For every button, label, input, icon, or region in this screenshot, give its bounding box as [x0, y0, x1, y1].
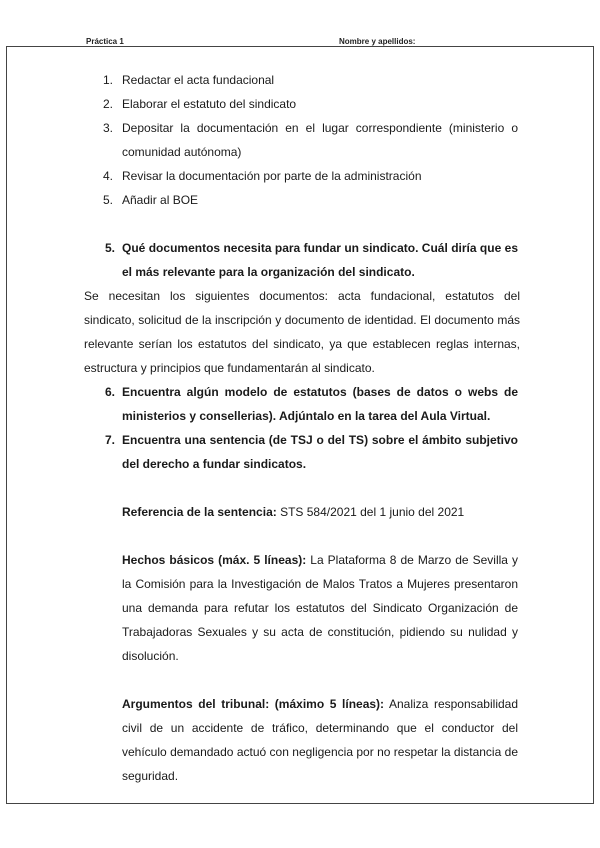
list-item	[86, 92, 518, 116]
list-item	[86, 68, 518, 92]
question-number: 7.	[105, 433, 116, 447]
list-item-text: Redactar el acta fundacional	[122, 73, 275, 87]
court-arguments-label: Argumentos del tribunal: (máximo 5 líneas):	[122, 697, 385, 711]
question-number: 5.	[105, 241, 116, 255]
question-number: 6.	[105, 385, 116, 399]
document-body	[86, 68, 518, 788]
question-text: Encuentra una sentencia (de TSJ o del TS) sobre el ámbito subjetivo del derecho a fundar sindicatos.	[122, 433, 518, 471]
list-item	[86, 116, 518, 164]
list-item-number: 2.	[103, 97, 114, 111]
question-6	[86, 380, 518, 428]
header-name-label: Nombre y apellidos:	[339, 37, 416, 46]
list-item-text: Depositar la documentación en el lugar correspondiente (ministerio o comunidad autónoma)	[122, 121, 518, 159]
sentence-reference	[86, 500, 518, 524]
page-border-left	[6, 46, 7, 803]
answer-5: Se necesitan los siguientes documentos: acta fundacional, estatutos del sindicato, solicitud de la inscripción y documento de identidad. El documento más relevante serían los estatutos del sindicato, ya que establecen reglas internas, estructura y principios que fundamentarán al sindicato.	[84, 289, 520, 375]
list-item-number: 5.	[103, 193, 114, 207]
list-item-text: Añadir al BOE	[122, 193, 199, 207]
list-item	[86, 188, 518, 212]
question-7	[86, 428, 518, 476]
list-item-number: 3.	[103, 121, 114, 135]
list-item-number: 1.	[103, 73, 114, 87]
question-text: Qué documentos necesita para fundar un sindicato. Cuál diría que es el más relevante para la organización del sindicato.	[122, 241, 518, 279]
list-item-number: 4.	[103, 169, 114, 183]
page-border-right	[593, 46, 594, 803]
list-item-text: Revisar la documentación por parte de la administración	[122, 169, 422, 183]
page-border-bottom	[6, 803, 594, 804]
court-arguments-text: Analiza responsabilidad civil de un accidente de tráfico, determinando que el conductor del vehículo demandado actuó con negligencia por no respetar la distancia de seguridad.	[122, 697, 518, 783]
sentence-reference-value: STS 584/2021 del 1 junio del 2021	[280, 505, 465, 519]
question-text: Encuentra algún modelo de estatutos (bases de datos o webs de ministerios y consellerias). Adjúntalo en la tarea del Aula Virtual.	[122, 385, 518, 423]
basic-facts-label: Hechos básicos (máx. 5 líneas):	[122, 553, 307, 567]
list-item-text: Elaborar el estatuto del sindicato	[122, 97, 297, 111]
question-5	[86, 236, 518, 284]
basic-facts-text: La Plataforma 8 de Marzo de Sevilla y la Comisión para la Investigación de Malos Tratos a Mujeres presentaron una demanda para refutar los estatutos del Sindicato Organización de Trabajadoras Sexuales y su acta de constitución, pidiendo su nulidad y disolución.	[122, 553, 518, 663]
list-item	[86, 164, 518, 188]
court-arguments	[86, 692, 518, 788]
basic-facts	[86, 548, 518, 668]
sentence-reference-label: Referencia de la sentencia:	[122, 505, 277, 519]
header-practice-label: Práctica 1	[86, 37, 124, 46]
page-border-top	[6, 46, 594, 47]
